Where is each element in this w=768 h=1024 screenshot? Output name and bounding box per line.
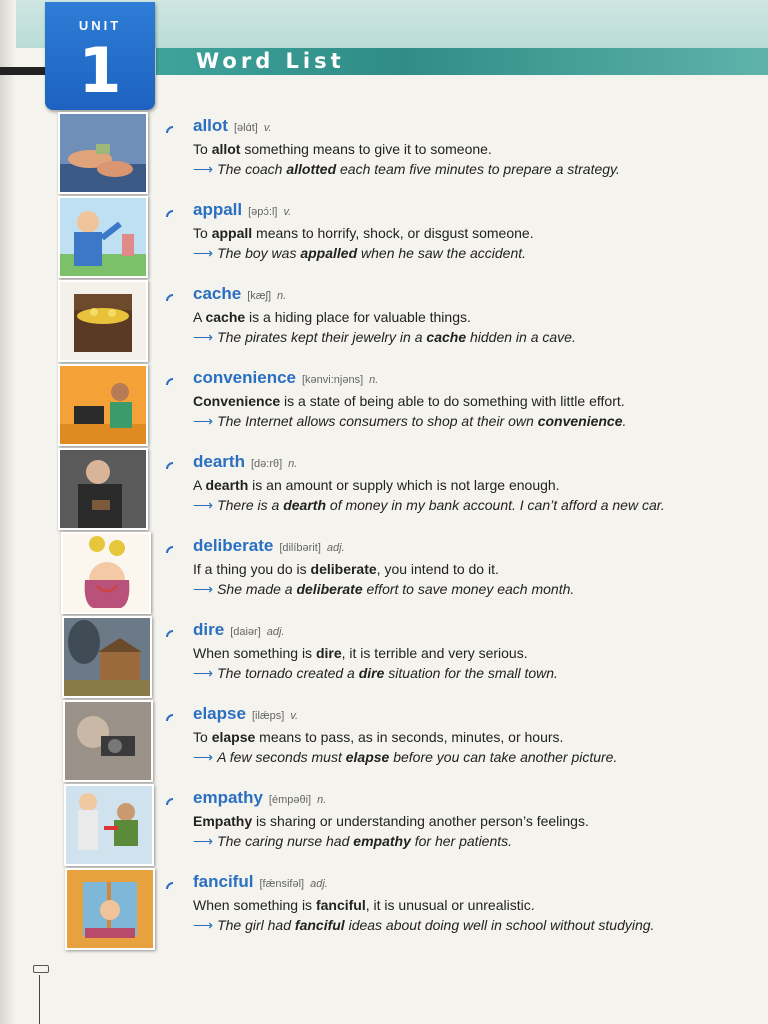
- arrow-icon: ⟶: [193, 833, 214, 849]
- example-text: before you can take another picture.: [389, 749, 618, 765]
- word-entry: [0, 784, 768, 866]
- word-entry: [0, 700, 768, 782]
- example-text: The coach: [217, 161, 287, 177]
- example-text: The caring nurse had: [217, 833, 354, 849]
- camera-photographer-image: [63, 700, 153, 782]
- definition-text: is an amount or supply which is not large enough.: [248, 477, 560, 493]
- example-sentence: [193, 665, 558, 682]
- girl-with-coins-image: [61, 532, 151, 614]
- definition-keyword: Empathy: [193, 813, 253, 829]
- word-entry: [0, 616, 768, 698]
- word-entry: [0, 364, 768, 446]
- example-text: A few seconds must: [217, 749, 346, 765]
- entry-bullet-icon: [163, 459, 183, 479]
- arrow-icon: ⟶: [193, 749, 214, 765]
- definition: [193, 813, 589, 829]
- part-of-speech: n.: [369, 374, 379, 386]
- example-keyword: elapse: [345, 749, 390, 765]
- definition: [193, 393, 625, 409]
- headword: dearth: [193, 452, 245, 471]
- word-headline: [193, 200, 291, 220]
- definition: [193, 225, 534, 241]
- word-entry: [0, 280, 768, 362]
- example-text: effort to save money each month.: [362, 581, 575, 597]
- headword: allot: [193, 116, 228, 135]
- definition-keyword: allot: [211, 141, 241, 157]
- definition-keyword: appall: [211, 225, 253, 241]
- example-text: .: [622, 413, 627, 429]
- definition-text: If a thing you do is: [193, 561, 311, 577]
- arrow-icon: ⟶: [193, 161, 214, 177]
- word-headline: [193, 872, 328, 892]
- pronunciation: [əlɑ́t]: [233, 122, 258, 134]
- entry-bullet-icon: [163, 879, 183, 899]
- word-headline: [193, 116, 272, 136]
- example-text: The pirates kept their jewelry in a: [217, 329, 427, 345]
- example-sentence: [193, 245, 526, 262]
- girl-in-window-image: [65, 868, 155, 950]
- entry-bullet-icon: [163, 711, 183, 731]
- part-of-speech: n.: [277, 290, 287, 302]
- woman-at-laptop-image: [58, 364, 148, 446]
- definition-keyword: Convenience: [193, 393, 281, 409]
- entry-bullet-icon: [163, 291, 183, 311]
- man-with-empty-wallet-image: [58, 448, 148, 530]
- part-of-speech: n.: [317, 794, 327, 806]
- definition-keyword: deliberate: [310, 561, 377, 577]
- pronunciation: [émpəθi]: [268, 794, 312, 806]
- entry-bullet-icon: [163, 795, 183, 815]
- definition-text: is a hiding place for valuable things.: [245, 309, 471, 325]
- word-headline: [193, 452, 297, 472]
- definition: [193, 141, 492, 157]
- headword: cache: [193, 284, 242, 303]
- headword: fanciful: [193, 872, 254, 891]
- example-keyword: fanciful: [294, 917, 345, 933]
- example-sentence: [193, 581, 574, 598]
- example-sentence: [193, 917, 654, 934]
- pronunciation: [daiər]: [230, 626, 261, 638]
- example-sentence: [193, 497, 665, 514]
- headword: empathy: [193, 788, 263, 807]
- definition-text: To: [193, 225, 212, 241]
- definition-text: , it is unusual or unrealistic.: [365, 897, 535, 913]
- definition-text: To: [193, 141, 212, 157]
- pronunciation: [əpɔ́:l]: [248, 206, 278, 218]
- arrow-icon: ⟶: [193, 581, 214, 597]
- definition-text: When something is: [193, 897, 316, 913]
- word-headline: [193, 788, 326, 808]
- arrow-icon: ⟶: [193, 665, 214, 681]
- definition-keyword: elapse: [211, 729, 256, 745]
- definition-text: A: [193, 309, 206, 325]
- example-text: The tornado created a: [217, 665, 359, 681]
- definition-text: When something is: [193, 645, 316, 661]
- definition-text: something means to give it to someone.: [240, 141, 492, 157]
- definition: [193, 477, 560, 493]
- arrow-icon: ⟶: [193, 245, 214, 261]
- nurse-and-patient-image: [64, 784, 154, 866]
- definition-keyword: fanciful: [315, 897, 366, 913]
- word-entry: [0, 448, 768, 530]
- definition: [193, 897, 535, 913]
- definition-text: A: [193, 477, 206, 493]
- word-headline: [193, 620, 285, 640]
- entry-bullet-icon: [163, 375, 183, 395]
- headword: convenience: [193, 368, 296, 387]
- page-marker-icon: [33, 965, 49, 973]
- example-keyword: allotted: [286, 161, 337, 177]
- definition-text: , you intend to do it.: [376, 561, 499, 577]
- example-sentence: [193, 329, 576, 346]
- definition-keyword: cache: [205, 309, 246, 325]
- entry-bullet-icon: [163, 543, 183, 563]
- definition: [193, 729, 563, 745]
- part-of-speech: n.: [288, 458, 298, 470]
- pronunciation: [kæʃ]: [247, 290, 272, 302]
- example-text: situation for the small town.: [384, 665, 558, 681]
- page-title: Word List: [196, 49, 345, 73]
- example-keyword: appalled: [300, 245, 358, 261]
- word-entry: [0, 868, 768, 950]
- word-headline: [193, 284, 286, 304]
- unit-number: 1: [78, 34, 122, 107]
- part-of-speech: v.: [283, 206, 292, 218]
- part-of-speech: adj.: [326, 542, 345, 554]
- word-headline: [193, 368, 378, 388]
- example-sentence: [193, 749, 617, 766]
- unit-label: UNIT: [78, 18, 122, 33]
- example-keyword: dire: [358, 665, 385, 681]
- example-text: The boy was: [217, 245, 301, 261]
- entry-bullet-icon: [163, 207, 183, 227]
- example-text: ideas about doing well in school without studying.: [344, 917, 655, 933]
- example-keyword: cache: [426, 329, 467, 345]
- word-entry: [0, 196, 768, 278]
- tornado-house-image: [62, 616, 152, 698]
- definition-text: , it is terrible and very serious.: [341, 645, 528, 661]
- treasure-chest-image: [58, 280, 148, 362]
- pronunciation: [fǽnsifəl]: [259, 878, 305, 890]
- example-text: hidden in a cave.: [466, 329, 576, 345]
- word-entry: [0, 532, 768, 614]
- definition-keyword: dearth: [205, 477, 249, 493]
- definition: [193, 645, 528, 661]
- part-of-speech: adj.: [310, 878, 328, 890]
- headword: dire: [193, 620, 225, 639]
- word-entry: [0, 112, 768, 194]
- page-edge-line: [39, 975, 40, 1024]
- headword: elapse: [193, 704, 246, 723]
- hands-holding-money-image: [58, 112, 148, 194]
- definition-text: means to horrify, shock, or disgust someone.: [252, 225, 534, 241]
- part-of-speech: adj.: [266, 626, 285, 638]
- entry-bullet-icon: [163, 123, 183, 143]
- example-text: The girl had: [217, 917, 295, 933]
- example-keyword: deliberate: [296, 581, 363, 597]
- pronunciation: [də:rθ]: [250, 458, 283, 470]
- definition-text: is a state of being able to do something with little effort.: [280, 393, 625, 409]
- example-sentence: [193, 833, 512, 850]
- pronunciation: [dilíbərit]: [279, 542, 321, 554]
- pronunciation: [ilǽps]: [251, 710, 285, 722]
- definition-text: is sharing or understanding another person’s feelings.: [252, 813, 589, 829]
- arrow-icon: ⟶: [193, 413, 214, 429]
- example-text: The Internet allows consumers to shop at their own: [217, 413, 538, 429]
- definition: [193, 561, 499, 577]
- unit-tab: [45, 2, 155, 110]
- definition-keyword: dire: [315, 645, 342, 661]
- example-text: for her patients.: [410, 833, 513, 849]
- headword: deliberate: [193, 536, 274, 555]
- example-keyword: dearth: [283, 497, 327, 513]
- shocked-boy-image: [58, 196, 148, 278]
- arrow-icon: ⟶: [193, 329, 214, 345]
- example-text: She made a: [217, 581, 297, 597]
- definition: [193, 309, 471, 325]
- arrow-icon: ⟶: [193, 917, 214, 933]
- word-headline: [193, 704, 298, 724]
- entry-bullet-icon: [163, 627, 183, 647]
- example-text: when he saw the accident.: [357, 245, 527, 261]
- part-of-speech: v.: [290, 710, 299, 722]
- arrow-icon: ⟶: [193, 497, 214, 513]
- example-text: There is a: [217, 497, 284, 513]
- example-text: of money in my bank account. I can’t afford a new car.: [326, 497, 665, 513]
- word-headline: [193, 536, 345, 556]
- example-keyword: convenience: [537, 413, 623, 429]
- headword: appall: [193, 200, 243, 219]
- part-of-speech: v.: [263, 122, 272, 134]
- example-sentence: [193, 413, 626, 430]
- pronunciation: [kənvi:njəns]: [302, 374, 364, 386]
- definition-text: means to pass, as in seconds, minutes, or hours.: [255, 729, 564, 745]
- definition-text: To: [193, 729, 212, 745]
- example-sentence: [193, 161, 620, 178]
- example-text: each team five minutes to prepare a strategy.: [336, 161, 620, 177]
- example-keyword: empathy: [353, 833, 411, 849]
